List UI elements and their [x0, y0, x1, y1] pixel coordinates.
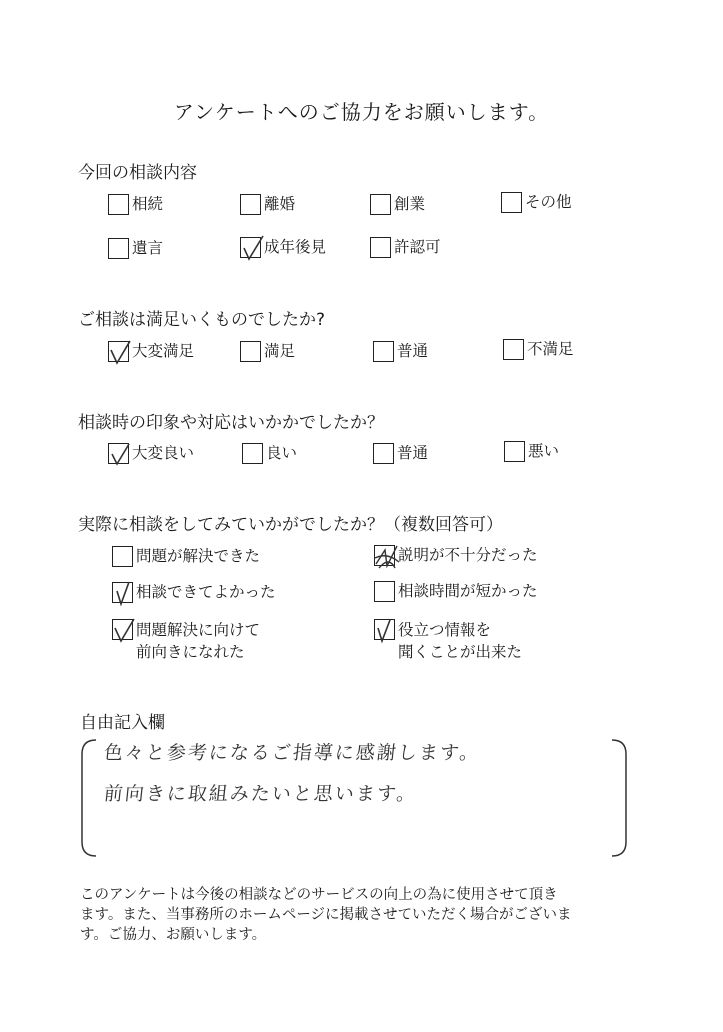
- q1-option-divorce[interactable]: 離婚: [240, 193, 295, 215]
- checkbox[interactable]: [108, 194, 129, 215]
- q4-option-glad-consulted[interactable]: 相談できてよかった: [112, 581, 276, 603]
- checkbox-checked[interactable]: [374, 619, 395, 640]
- check-mark-icon: [107, 440, 133, 468]
- q1-heading: 今回の相談内容: [78, 163, 197, 183]
- survey-title: アンケートへのご協力をお願いします。: [173, 100, 550, 124]
- q2-heading: ご相談は満足いくものでしたか?: [78, 310, 326, 330]
- footer-note: このアンケートは今後の相談などのサービスの向上の為に使用させて頂き ます。また、当事務所のホームページに掲載させていただく場合がございま す。ご協力、お願いします。: [80, 887, 572, 943]
- checkbox[interactable]: [374, 581, 395, 602]
- q2-option-satisfied[interactable]: 満足: [240, 340, 295, 362]
- q1-option-inheritance[interactable]: 相続: [108, 193, 163, 215]
- q1-option-guardianship[interactable]: 成年後見: [240, 236, 326, 258]
- q3-heading: 相談時の印象や対応はいかかでしたか？: [78, 413, 384, 433]
- checkbox-checked[interactable]: [240, 237, 261, 258]
- checkbox[interactable]: [373, 443, 394, 464]
- checkbox[interactable]: [370, 237, 391, 258]
- checkbox[interactable]: [501, 192, 522, 213]
- scribble-mark-icon: [373, 542, 401, 572]
- q4-heading: 実際に相談をしてみていかがでしたか？（複数回答可）: [78, 515, 503, 535]
- q4-option-time-short[interactable]: 相談時間が短かった: [374, 580, 538, 602]
- q4-option-insufficient-explanation[interactable]: 説明が不十分だった: [374, 544, 538, 566]
- checkbox[interactable]: [504, 441, 525, 462]
- checkbox[interactable]: [373, 341, 394, 362]
- check-mark-icon: [111, 579, 137, 607]
- check-mark-icon: [107, 338, 133, 366]
- q4-option-resolved[interactable]: 問題が解決できた: [112, 545, 260, 567]
- q2-option-normal[interactable]: 普通: [373, 340, 428, 362]
- q1-option-will[interactable]: 遺言: [108, 237, 163, 259]
- check-mark-icon: [239, 234, 265, 262]
- checkbox[interactable]: [108, 238, 129, 259]
- checkbox[interactable]: [242, 443, 263, 464]
- free-comment-heading: 自由記入欄: [80, 713, 165, 733]
- checkbox-checked[interactable]: [108, 341, 129, 362]
- q3-option-bad[interactable]: 悪い: [504, 440, 559, 462]
- checkbox[interactable]: [503, 339, 524, 360]
- checkbox-scribbled[interactable]: [374, 545, 395, 566]
- checkbox-checked[interactable]: [112, 619, 133, 640]
- checkbox[interactable]: [370, 194, 391, 215]
- q2-option-unsatisfied[interactable]: 不満足: [503, 338, 574, 360]
- checkbox-checked[interactable]: [112, 582, 133, 603]
- checkbox[interactable]: [240, 341, 261, 362]
- q3-option-normal[interactable]: 普通: [373, 442, 428, 464]
- q1-option-license[interactable]: 許認可: [370, 236, 441, 258]
- handwritten-comment-line-1: 色々と参考になるご指導に感謝します。: [102, 742, 482, 764]
- q3-option-very-good[interactable]: 大変良い: [108, 442, 194, 464]
- checkbox[interactable]: [240, 194, 261, 215]
- q3-option-good[interactable]: 良い: [242, 442, 297, 464]
- handwritten-comment-line-2: 前向きに取組みたいと思います。: [102, 783, 419, 805]
- q1-option-other[interactable]: その他: [501, 191, 572, 213]
- q1-option-startup[interactable]: 創業: [370, 193, 425, 215]
- q4-option-positive-toward-solution[interactable]: 問題解決に向けて 前向きになれた: [112, 619, 260, 663]
- checkbox-checked[interactable]: [108, 443, 129, 464]
- q4-option-useful-info[interactable]: 役立つ情報を 聞くことが出来た: [374, 619, 522, 663]
- q2-option-very-satisfied[interactable]: 大変満足: [108, 340, 194, 362]
- check-mark-icon: [373, 616, 399, 644]
- check-mark-icon: [111, 616, 137, 644]
- checkbox[interactable]: [112, 546, 133, 567]
